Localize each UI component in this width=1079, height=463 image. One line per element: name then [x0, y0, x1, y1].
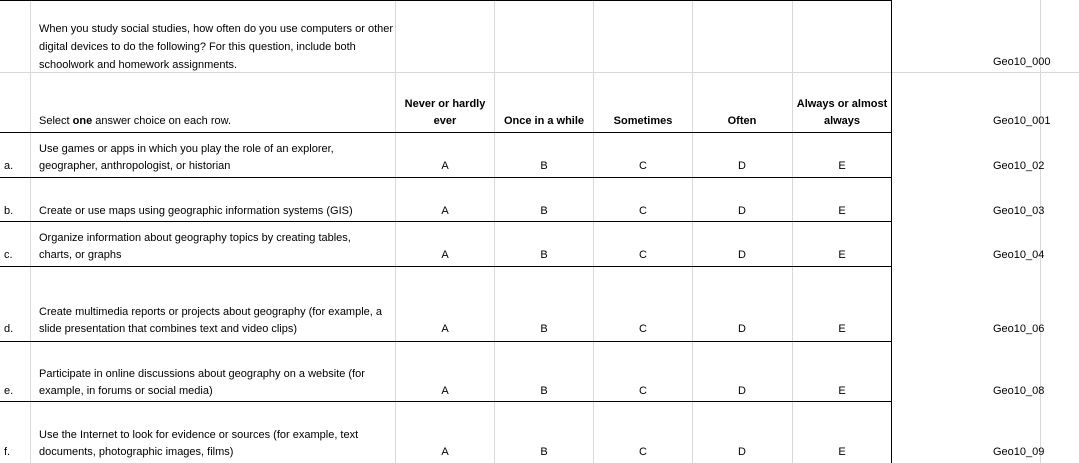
header-sometimes: Sometimes — [613, 115, 673, 127]
option-d[interactable]: D — [738, 323, 746, 335]
row-id: Geo10_03 — [993, 205, 1045, 217]
question-id: Geo10_000 — [993, 56, 1051, 68]
row-question-text: Create or use maps using geographic information systems (GIS) — [39, 205, 353, 217]
option-a[interactable]: A — [441, 446, 449, 458]
option-e[interactable]: E — [838, 385, 846, 397]
option-d[interactable]: D — [738, 205, 746, 217]
option-a[interactable]: A — [441, 205, 449, 217]
instruction-prefix: Select — [39, 115, 73, 127]
option-d[interactable]: D — [738, 385, 746, 397]
table-border — [0, 221, 892, 222]
option-c[interactable]: C — [639, 205, 647, 217]
instruction — [39, 113, 231, 130]
instruction-suffix: answer choice on each row. — [92, 115, 232, 127]
row-letter: a. — [4, 160, 14, 172]
row-letter: d. — [4, 323, 14, 335]
table-border — [0, 132, 892, 133]
row-id: Geo10_08 — [993, 385, 1045, 397]
table-border — [0, 177, 892, 178]
row-id: Geo10_02 — [993, 160, 1045, 172]
row-letter: f. — [4, 446, 11, 458]
row-question-text: Participate in online discussions about geography on a website (for example, in forums or social media) — [39, 368, 365, 397]
option-e[interactable]: E — [838, 323, 846, 335]
header-never: Never or hardly ever — [404, 98, 486, 127]
option-d[interactable]: D — [738, 249, 746, 261]
option-e[interactable]: E — [838, 205, 846, 217]
option-d[interactable]: D — [738, 160, 746, 172]
row-letter: e. — [4, 385, 14, 397]
option-c[interactable]: C — [639, 385, 647, 397]
option-b[interactable]: B — [540, 446, 548, 458]
row-id: Geo10_04 — [993, 249, 1045, 261]
option-d[interactable]: D — [738, 446, 746, 458]
row-id: Geo10_06 — [993, 323, 1045, 335]
option-b[interactable]: B — [540, 160, 548, 172]
row-letter: c. — [4, 249, 13, 261]
question-stem: When you study social studies, how often do you use computers or other digital devices to do the following? For this question, include both schoolwork and homework assignments. — [39, 23, 394, 71]
option-c[interactable]: C — [639, 249, 647, 261]
instruction-emphasis: one — [72, 115, 93, 127]
option-b[interactable]: B — [540, 385, 548, 397]
header-once: Once in a while — [503, 115, 585, 127]
row-question-text: Create multimedia reports or projects about geography (for example, a slide presentation that combines text and video clips) — [39, 306, 383, 335]
row-id: Geo10_09 — [993, 446, 1045, 458]
option-c[interactable]: C — [639, 446, 647, 458]
header-often: Often — [727, 115, 757, 127]
table-border — [0, 341, 892, 342]
instruction-id: Geo10_001 — [993, 115, 1051, 127]
header-always: Always or almost always — [796, 98, 888, 127]
option-b[interactable]: B — [540, 249, 548, 261]
table-border — [0, 401, 892, 402]
option-a[interactable]: A — [441, 323, 449, 335]
table-border — [0, 0, 892, 1]
option-a[interactable]: A — [441, 385, 449, 397]
table-border — [0, 266, 892, 267]
option-e[interactable]: E — [838, 160, 846, 172]
option-e[interactable]: E — [838, 249, 846, 261]
row-question-text: Use games or apps in which you play the role of an explorer, geographer, anthropologist, or historian — [39, 143, 334, 172]
option-c[interactable]: C — [639, 323, 647, 335]
option-c[interactable]: C — [639, 160, 647, 172]
gridline — [30, 0, 31, 463]
option-e[interactable]: E — [838, 446, 846, 458]
option-a[interactable]: A — [441, 249, 449, 261]
row-question-text: Use the Internet to look for evidence or sources (for example, text documents, photographic images, films) — [39, 429, 359, 458]
row-letter: b. — [4, 205, 14, 217]
option-a[interactable]: A — [441, 160, 449, 172]
option-b[interactable]: B — [540, 205, 548, 217]
row-question-text: Organize information about geography topics by creating tables, charts, or graphs — [39, 232, 351, 261]
option-b[interactable]: B — [540, 323, 548, 335]
